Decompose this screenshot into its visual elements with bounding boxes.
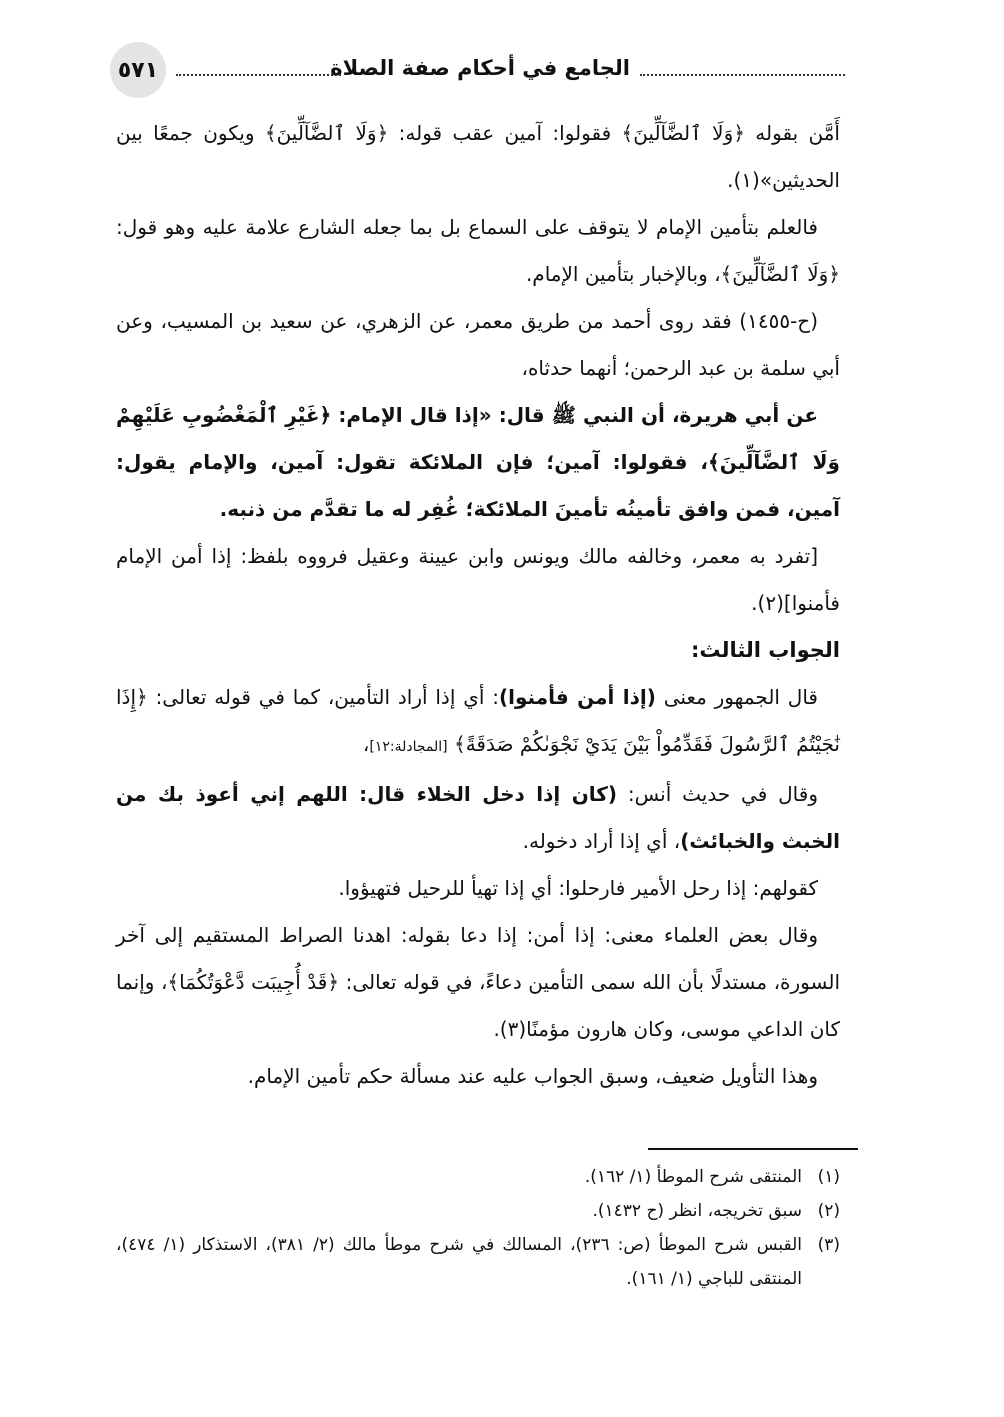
p6-verse-reference: [المجادلة:١٢] [369,739,448,755]
header-dotted-rule-right [640,74,845,76]
p6-text-b: : أي إذا أراد التأمين، كما في قوله تعالى: ﴿إِذَا نَٰجَيْتُمُ ٱلرَّسُولَ فَقَدِّمُواْ بَيْنَ يَدَيْ نَجْوَىٰكُمْ صَدَقَةً﴾ [116,685,840,756]
p7-text-a: وقال في حديث أنس: [617,782,818,806]
p6-text-a: قال الجمهور معنى [655,685,818,709]
footnote-text: القبس شرح الموطأ (ص: ٢٣٦)، المسالك في شرح موطأ مالك (٢/ ٣٨١)، الاستذكار (١/ ٤٧٤)، المنتقى للباجي (١/ ١٦١). [116,1235,802,1289]
p6-quote: (إذا أمن فأمنوا) [499,685,656,709]
main-text [116,110,840,1100]
paragraph-8: كقولهم: إذا رحل الأمير فارحلوا: أي إذا تهيأ للرحيل فتهيؤوا. [338,876,818,900]
footnote-text: المنتقى شرح الموطأ (١/ ١٦٢). [584,1167,802,1187]
footnotes [116,1160,840,1296]
footnote-number: (٣) [817,1235,840,1255]
p6-text-c: ، [362,732,370,756]
paragraph-3-hadith-chain: (ح-١٤٥٥) فقد روى أحمد من طريق معمر، عن الزهري، عن سعيد بن المسيب، وعن أبي سلمة بن عبد الرحمن؛ أنهما حدثاه، [116,309,840,380]
footnote-number: (١) [817,1167,840,1187]
footnote-number: (٢) [817,1201,840,1221]
running-title: الجامع في أحكام صفة الصلاة [330,56,630,80]
footnote-text: سبق تخريجه، انظر (ح ١٤٣٢). [592,1201,802,1221]
paragraph-1: أَمَّن بقوله ﴿وَلَا ٱلضَّآلِّينَ﴾ فقولوا: آمين عقب قوله: ﴿وَلَا ٱلضَّآلِّينَ﴾ ويكون جمعًا بين الحديثين»(١). [116,121,840,192]
p7-quote: (كان إذا دخل الخلاء قال: اللهم إني أعوذ بك من الخبث والخبائث) [116,782,840,853]
paragraph-10: وهذا التأويل ضعيف، وسبق الجواب عليه عند مسألة حكم تأمين الإمام. [247,1064,818,1088]
footnote-item [116,1228,840,1296]
page-number: ٥٧١ [110,42,166,98]
paragraph-9: وقال بعض العلماء معنى: إذا أمن: إذا دعا بقوله: اهدنا الصراط المستقيم إلى آخر السورة، مستدلًا بأن الله سمى التأمين دعاءً، في قوله تعالى: ﴿قَدْ أُجِيبَت دَّعْوَتُكُمَا﴾، وإنما كان الداعي موسى، وكان هارون مؤمنًا(٣). [116,923,840,1041]
paragraph-5-takhrij: [تفرد به معمر، وخالفه مالك ويونس وابن عيينة وعقيل فرووه بلفظ: إذا أمن الإمام فأمنوا](٢). [116,544,840,615]
paragraph-4-hadith-text: عن أبي هريرة، أن النبي ﷺ قال: «إذا قال الإمام: ﴿غَيْرِ ٱلْمَغْضُوبِ عَلَيْهِمْ وَلَا ٱلضَّآلِّينَ﴾، فقولوا: آمين؛ فإن الملائكة تقول: آمين، والإمام يقول: آمين، فمن وافق تأمينُه تأمينَ الملائكة؛ غُفِر له ما تقدَّم من ذنبه. [116,403,840,521]
section-heading: الجواب الثالث: [690,638,840,662]
paragraph-6 [116,674,840,771]
paragraph-2: فالعلم بتأمين الإمام لا يتوقف على السماع بل بما جعله الشارع علامة عليه وهو قول: ﴿وَلَا ٱلضَّآلِّينَ﴾، وبالإخبار بتأمين الإمام. [116,215,840,286]
header-dotted-rule-left [176,74,341,76]
footnote-item [116,1194,840,1228]
paragraph-7 [116,771,840,865]
p7-text-b: ، أي إذا أراد دخوله. [522,829,681,853]
footnote-item [116,1160,840,1194]
footnote-separator [648,1148,858,1150]
page-header [110,42,845,98]
